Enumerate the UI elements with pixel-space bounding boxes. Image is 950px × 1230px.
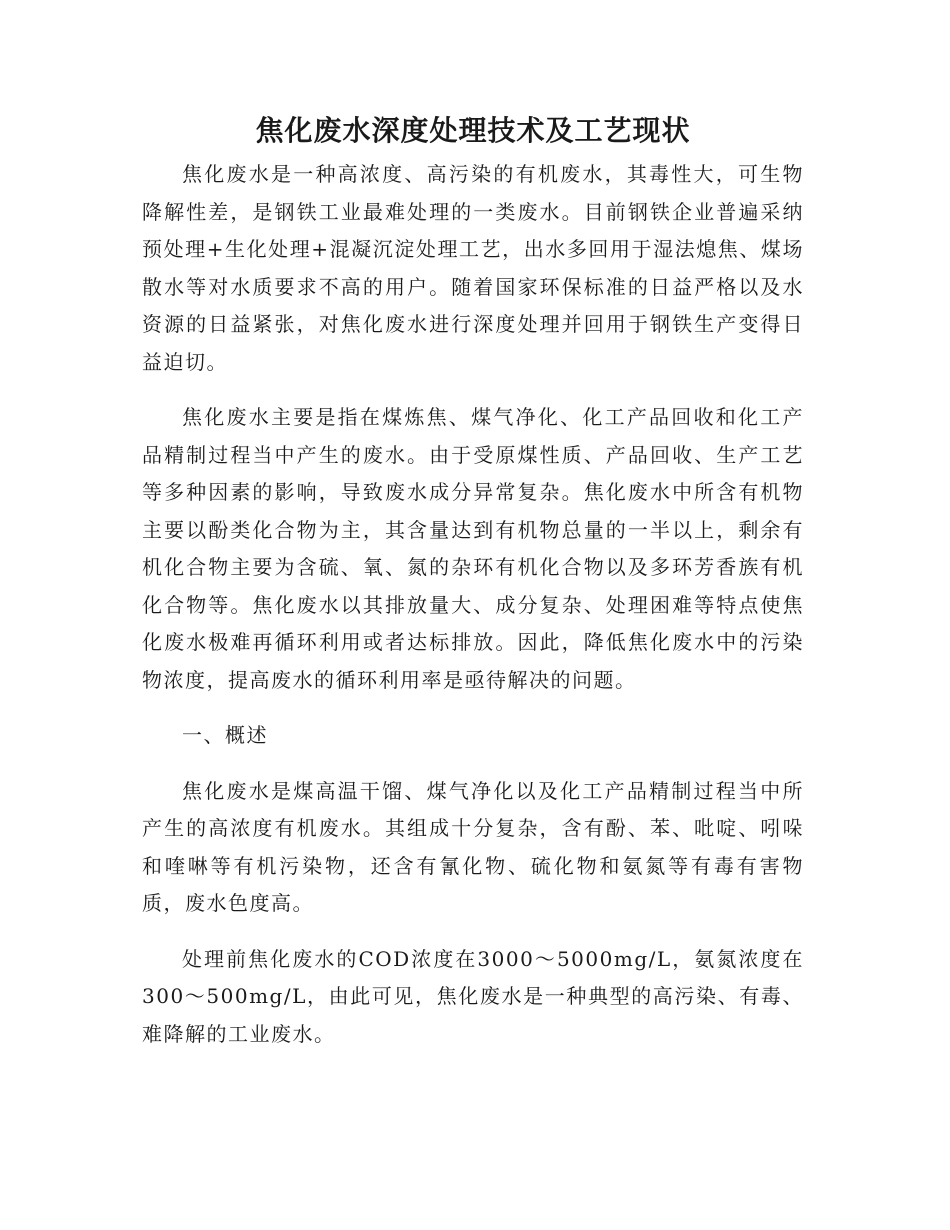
intro-paragraph-1: 焦化废水是一种高浓度、高污染的有机废水，其毒性大，可生物降解性差，是钢铁工业最难处理的一类废水。目前钢铁企业普遍采纳预处理+生化处理+混凝沉淀处理工艺，出水多回用于湿法熄焦、煤场散水等对水质要求不高的用户。随着国家环保标准的日益严格以及水资源的日益紧张，对焦化废水进行深度处理并回用于钢铁生产变得日益迫切。: [142, 162, 804, 374]
overview-paragraph-2: 处理前焦化废水的COD浓度在3000～5000mg/L，氨氮浓度在300～500mg/L，由此可见，焦化废水是一种典型的高污染、有毒、难降解的工业废水。: [142, 946, 804, 1046]
overview-paragraph-1: 焦化废水是煤高温干馏、煤气净化以及化工产品精制过程当中所产生的高浓度有机废水。其组成十分复杂，含有酚、苯、吡啶、吲哚和喹啉等有机污染物，还含有氰化物、硫化物和氨氮等有毒有害物质，废水色度高。: [142, 778, 804, 915]
intro-paragraph-2: 焦化废水主要是指在煤炼焦、煤气净化、化工产品回收和化工产品精制过程当中产生的废水。由于受原煤性质、产品回收、生产工艺等多种因素的影响，导致废水成分异常复杂。焦化废水中所含有机物主要以酚类化合物为主，其含量达到有机物总量的一半以上，剩余有机化合物主要为含硫、氧、氮的杂环有机化合物以及多环芳香族有机化合物等。焦化废水以其排放量大、成分复杂、处理困难等特点使焦化废水极难再循环利用或者达标排放。因此，降低焦化废水中的污染物浓度，提高废水的循环利用率是亟待解决的问题。: [142, 405, 804, 692]
document-title: 焦化废水深度处理技术及工艺现状: [255, 114, 691, 147]
section-heading-overview: 一、概述: [182, 723, 268, 747]
